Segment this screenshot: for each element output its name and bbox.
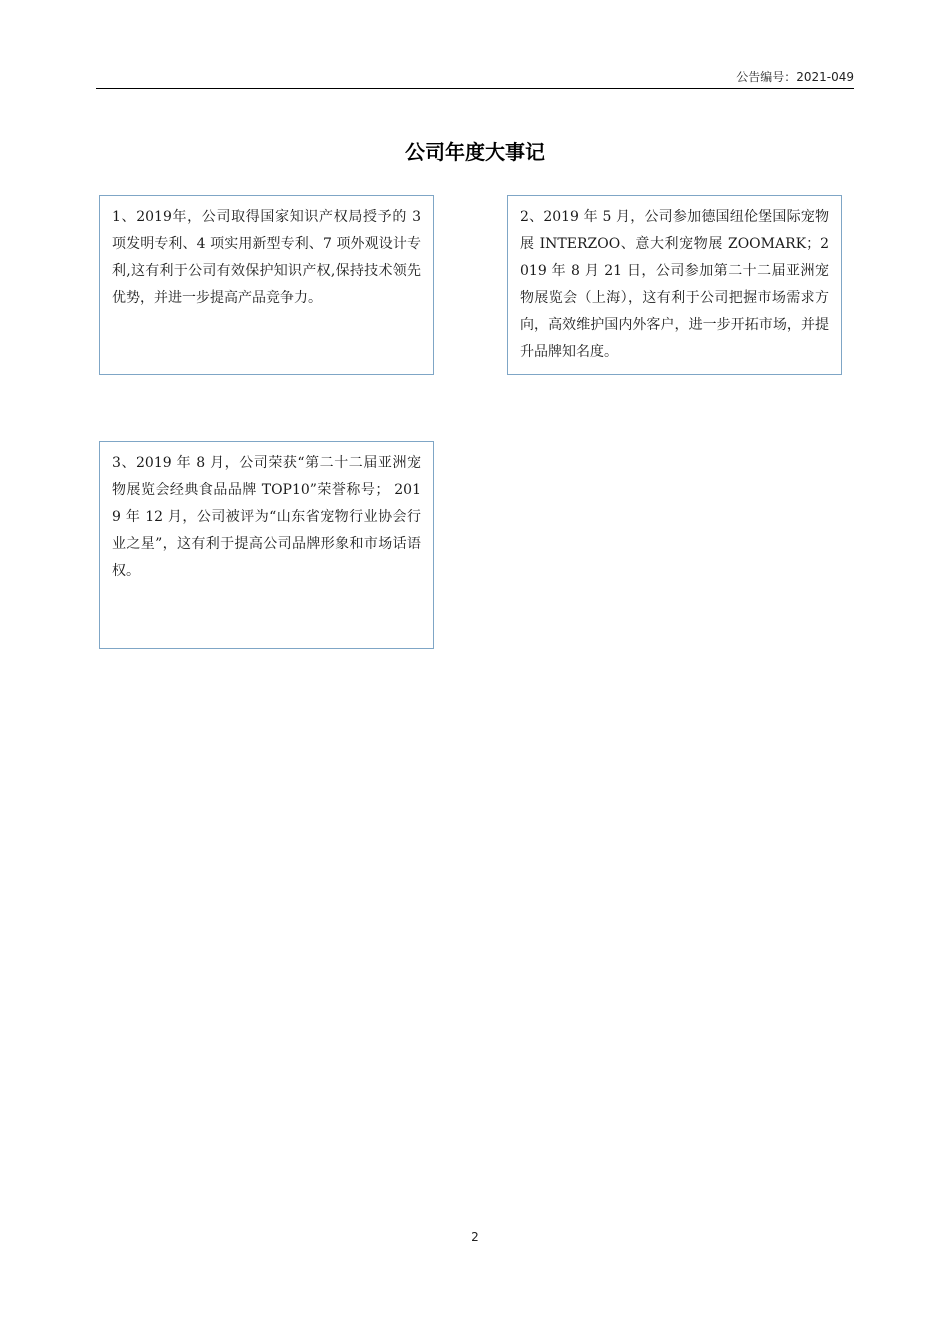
event-box-1: 1、2019年，公司取得国家知识产权局授予的 3 项发明专利、4 项实用新型专利、7 项外观设计专利,这有利于公司有效保护知识产权,保持技术领先优势，并进一步提高产品竞争力。 [99,195,434,375]
page-number: 2 [471,1230,479,1244]
page-title: 公司年度大事记 [405,140,545,164]
event-box-3: 3、2019 年 8 月，公司荣获“第二十二届亚洲宠物展览会经典食品品牌 TOP10”荣誉称号； 2019 年 12 月，公司被评为“山东省宠物行业协会行业之星”，这有利于提高公司品牌形象和市场话语权。 [99,441,434,649]
announcement-number: 公告编号：2021-049 [736,70,854,84]
event-box-2: 2、2019 年 5 月，公司参加德国纽伦堡国际宠物展 INTERZOO、意大利宠物展 ZOOMARK；2019 年 8 月 21 日，公司参加第二十二届亚洲宠物展览会（上海），这有利于公司把握市场需求方向，高效维护国内外客户，进一步开拓市场，并提升品牌知名度。 [507,195,842,375]
header-divider [96,88,854,89]
